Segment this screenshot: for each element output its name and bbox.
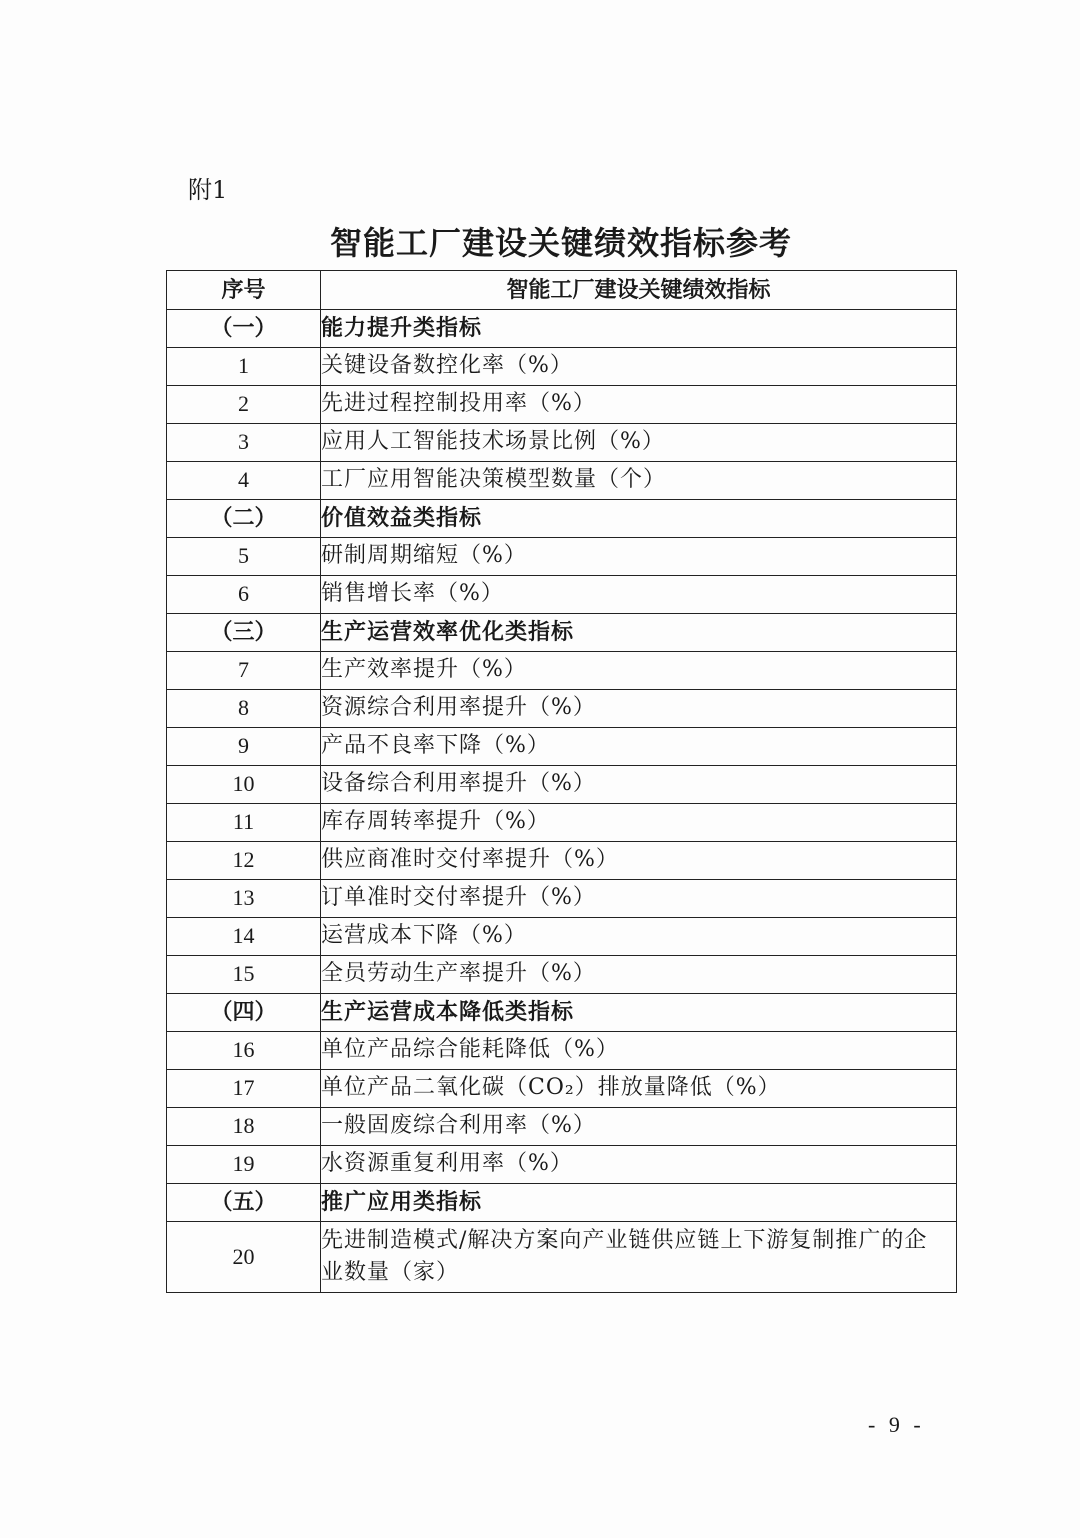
indicator-name: 先进制造模式/解决方案向产业链供应链上下游复制推广的企业数量（家） [321,1222,957,1293]
annex-label: 附1 [188,176,228,204]
table-row [167,1032,957,1070]
row-number: 19 [167,1146,321,1184]
indicator-name: 工厂应用智能决策模型数量（个） [321,462,957,500]
page-number: - 9 - [868,1412,925,1437]
table-row [167,1108,957,1146]
table-row [167,424,957,462]
header-serial-number: 序号 [167,271,321,310]
indicator-name: 应用人工智能技术场景比例（%） [321,424,957,462]
indicator-name: 水资源重复利用率（%） [321,1146,957,1184]
row-number: （三） [167,614,321,652]
table-body [167,310,957,1293]
table-row [167,1222,957,1293]
indicator-name: 订单准时交付率提升（%） [321,880,957,918]
kpi-table [166,270,957,1293]
row-number: 9 [167,728,321,766]
table-row [167,690,957,728]
header-indicator: 智能工厂建设关键绩效指标 [321,271,957,310]
row-number: 13 [167,880,321,918]
row-number: （四） [167,994,321,1032]
row-number: 15 [167,956,321,994]
row-number: 18 [167,1108,321,1146]
indicator-name: 资源综合利用率提升（%） [321,690,957,728]
row-number: 11 [167,804,321,842]
indicator-name: 单位产品二氧化碳（CO₂）排放量降低（%） [321,1070,957,1108]
row-number: 7 [167,652,321,690]
row-number: （五） [167,1184,321,1222]
table-row [167,918,957,956]
row-number: 1 [167,348,321,386]
indicator-name: 研制周期缩短（%） [321,538,957,576]
indicator-name: 产品不良率下降（%） [321,728,957,766]
indicator-name: 供应商准时交付率提升（%） [321,842,957,880]
indicator-name: 生产效率提升（%） [321,652,957,690]
table-row [167,766,957,804]
table-row [167,538,957,576]
section-title: 生产运营效率优化类指标 [321,614,957,652]
section-title: 能力提升类指标 [321,310,957,348]
section-title: 价值效益类指标 [321,500,957,538]
row-number: 10 [167,766,321,804]
table-row [167,728,957,766]
indicator-name: 全员劳动生产率提升（%） [321,956,957,994]
table-header-row [167,271,957,310]
row-number: 16 [167,1032,321,1070]
table-row [167,1146,957,1184]
row-number: 4 [167,462,321,500]
row-number: 8 [167,690,321,728]
indicator-name: 设备综合利用率提升（%） [321,766,957,804]
row-number: 14 [167,918,321,956]
section-row [167,614,957,652]
indicator-name: 运营成本下降（%） [321,918,957,956]
row-number: 12 [167,842,321,880]
table-row [167,1070,957,1108]
indicator-name: 销售增长率（%） [321,576,957,614]
table-row [167,956,957,994]
row-number: 2 [167,386,321,424]
table-row [167,880,957,918]
table-row [167,652,957,690]
section-row [167,310,957,348]
row-number: 5 [167,538,321,576]
indicator-name: 一般固废综合利用率（%） [321,1108,957,1146]
section-title: 生产运营成本降低类指标 [321,994,957,1032]
indicator-name: 库存周转率提升（%） [321,804,957,842]
table-row [167,576,957,614]
table-row [167,462,957,500]
section-row [167,1184,957,1222]
indicator-name: 先进过程控制投用率（%） [321,386,957,424]
indicator-name: 关键设备数控化率（%） [321,348,957,386]
row-number: 3 [167,424,321,462]
section-row [167,500,957,538]
section-title: 推广应用类指标 [321,1184,957,1222]
document-title: 智能工厂建设关键绩效指标参考 [329,224,792,262]
row-number: （二） [167,500,321,538]
section-row [167,994,957,1032]
table-row [167,804,957,842]
row-number: 6 [167,576,321,614]
row-number: 20 [167,1222,321,1293]
table-row [167,348,957,386]
indicator-name: 单位产品综合能耗降低（%） [321,1032,957,1070]
table-row [167,386,957,424]
table-row [167,842,957,880]
row-number: （一） [167,310,321,348]
row-number: 17 [167,1070,321,1108]
